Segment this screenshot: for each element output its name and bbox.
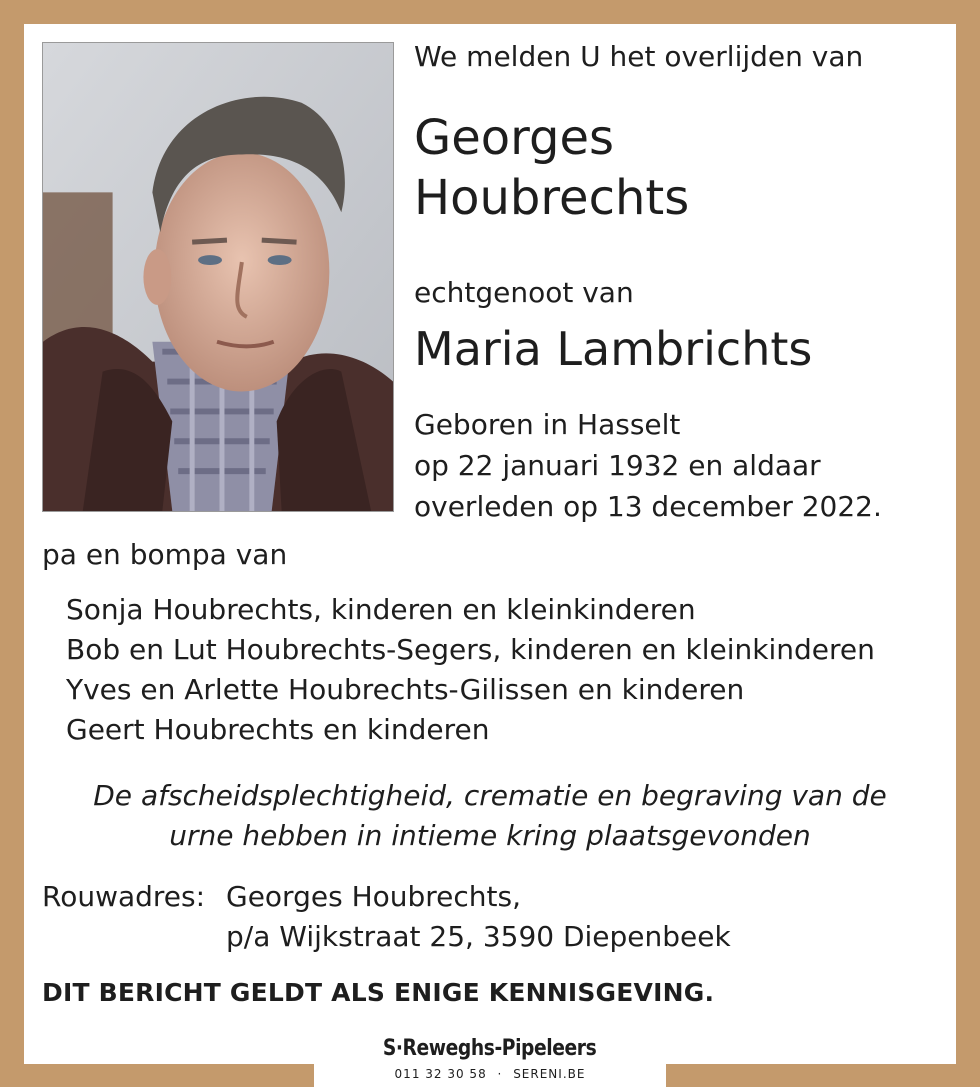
spouse-name: Maria Lambrichts [414,322,813,376]
family-member: Sonja Houbrechts, kinderen en kleinkinderen [66,593,696,626]
address-line-2: p/a Wijkstraat 25, 3590 Diepenbeek [226,920,731,953]
deceased-name [414,108,689,228]
address-line-1: Georges Houbrechts, [226,880,521,913]
spouse-label: echtgenoot van [414,276,634,309]
intro-text: We melden U het overlijden van [414,40,864,73]
family-list [66,590,875,750]
funeral-home-contact [314,1067,666,1081]
contact-separator: · [497,1067,503,1081]
deceased-last-name: Houbrechts [414,170,690,226]
bio-line-deathdate: overleden op 13 december 2022. [414,490,882,523]
funeral-home-footer [314,1024,666,1087]
official-notice: DIT BERICHT GELDT ALS ENIGE KENNISGEVING. [42,978,715,1007]
family-member: Geert Houbrechts en kinderen [66,713,490,746]
family-member: Bob en Lut Houbrechts-Segers, kinderen en kleinkinderen [66,633,875,666]
relation-label: pa en bompa van [42,538,288,571]
address-label: Rouwadres: [42,880,206,913]
ceremony-notice [24,776,956,856]
funeral-home-website: SERENI.BE [513,1067,586,1081]
bio-line-birthplace: Geboren in Hasselt [414,408,681,441]
portrait-illustration [43,43,393,511]
funeral-home-brand: S·Reweghs-Pipeleers [383,1036,597,1061]
family-member: Yves en Arlette Houbrechts-Gilissen en kinderen [66,673,745,706]
biography [414,404,882,527]
funeral-home-phone: 011 32 30 58 [394,1067,487,1081]
bio-line-birthdate: op 22 januari 1932 en aldaar [414,449,821,482]
portrait-photo [42,42,394,512]
ceremony-line: De afscheidsplechtigheid, crematie en begraving van de [93,779,887,812]
ceremony-line: urne hebben in intieme kring plaatsgevonden [169,819,811,852]
deceased-first-name: Georges [414,110,614,166]
